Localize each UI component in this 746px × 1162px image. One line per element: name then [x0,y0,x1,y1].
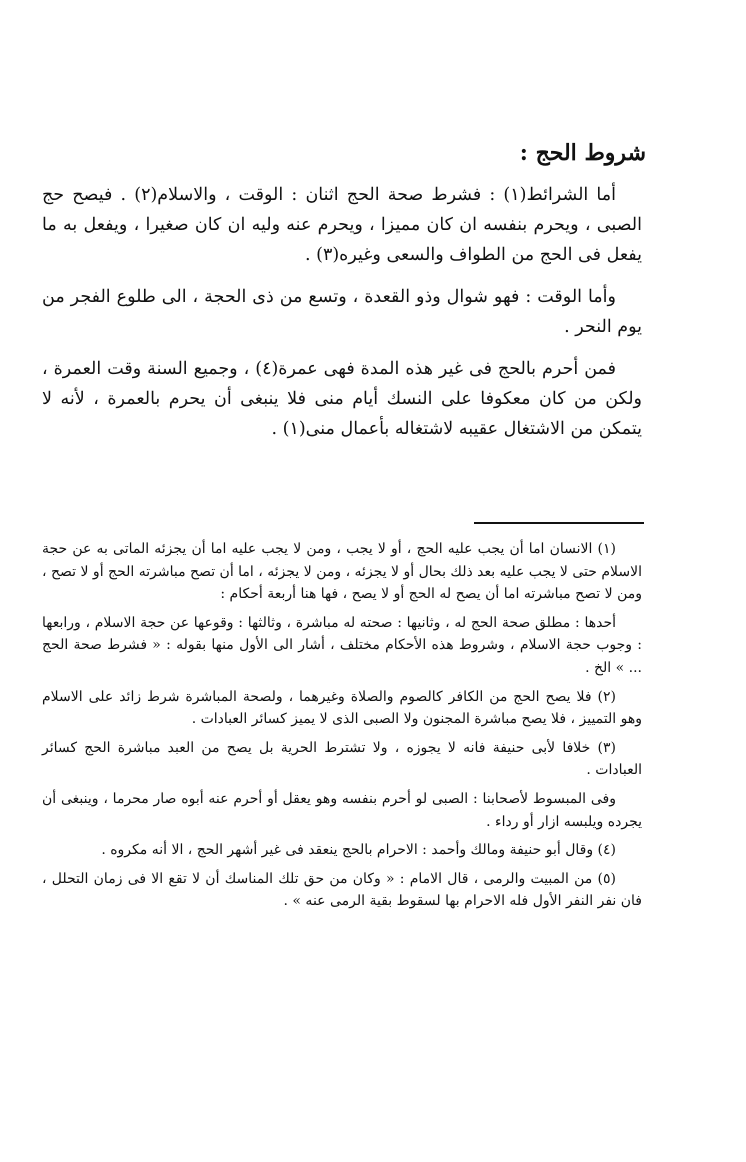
footnote: وفى المبسوط لأصحابنا : الصبى لو أحرم بنفسه وهو يعقل أو أحرم عنه أبوه صار محرما ، وينبغى أن يجرده ويلبسه ازار أو رداء . [42,790,642,830]
paragraph: فمن أحرم بالحج فى غير هذه المدة فهى عمرة(٤) ، وجميع السنة وقت العمرة ، ولكن من كان معكوفا على النسك أيام منى فلا ينبغى أن يحرم بالعمرة ، لأنه لا يتمكن من الاشتغال عقيبه لاشتغاله بأعمال منى(١) . [42,359,642,439]
footnote: (٤) وقال أبو حنيفة ومالك وأحمد : الاحرام بالحج ينعقد فى غير أشهر الحج ، الا أنه مكروه . [101,842,616,859]
footnotes [42,538,642,919]
footnote: (١) الانسان اما أن يجب عليه الحج ، أو لا يجب ، ومن لا يجب عليه اما أن يجزئه الماتى به عن حجة الاسلام حتى لا يجب عليه بعد ذلك بحال أو لا يجزئه ، ومن لا يجزئه ، اما أن تصح مباشرته الحج أو لا تصح ، ومن لا تصح مباشرته اما أن يصح له الحج أو لا يصح ، فها هنا أربعة أحكام : [42,541,642,603]
section-heading: شروط الحج : [519,140,646,166]
footnote: أحدها : مطلق صحة الحج له ، وثانيها : صحته له مباشرة ، وثالثها : وقوعها عن حجة الاسلام ، ورابعها : وجوب حجة الاسلام ، وشروط هذه الأحكام مختلف ، أشار الى الأول منها بقوله : « فشرط صحة الحج ... » الخ . [42,614,642,676]
footnote: (٣) خلافا لأبى حنيفة فانه لا يجوزه ، ولا تشترط الحرية بل يصح من العبد مباشرة الحج كسائر العبادات . [42,739,642,779]
main-text [42,180,642,456]
paragraph: أما الشرائط(١) : فشرط صحة الحج اثنان : الوقت ، والاسلام(٢) . فيصح حج الصبى ، ويحرم بنفسه ان كان مميزا ، ويحرم عنه وليه ان كان صغيرا ، ويفعل به ما يفعل فى الحج من الطواف والسعى وغيره(٣) . [42,185,642,265]
footnote: (٢) فلا يصح الحج من الكافر كالصوم والصلاة وغيرهما ، ولصحة المباشرة شرط زائد على الاسلام وهو التمييز ، فلا يصح مباشرة المجنون ولا الصبى الذى لا يميز كسائر العبادات . [42,688,642,728]
footnote: (٥) من المبيت والرمى ، قال الامام : « وكان من حق تلك المناسك أن لا تقع الا فى زمان التحلل ، فان نفر النفر الأول فله الاحرام بها لسقوط بقية الرمى عنه » . [42,870,642,910]
paragraph: وأما الوقت : فهو شوال وذو القعدة ، وتسع من ذى الحجة ، الى طلوع الفجر من يوم النحر . [42,287,642,337]
footnote-divider [474,522,644,524]
